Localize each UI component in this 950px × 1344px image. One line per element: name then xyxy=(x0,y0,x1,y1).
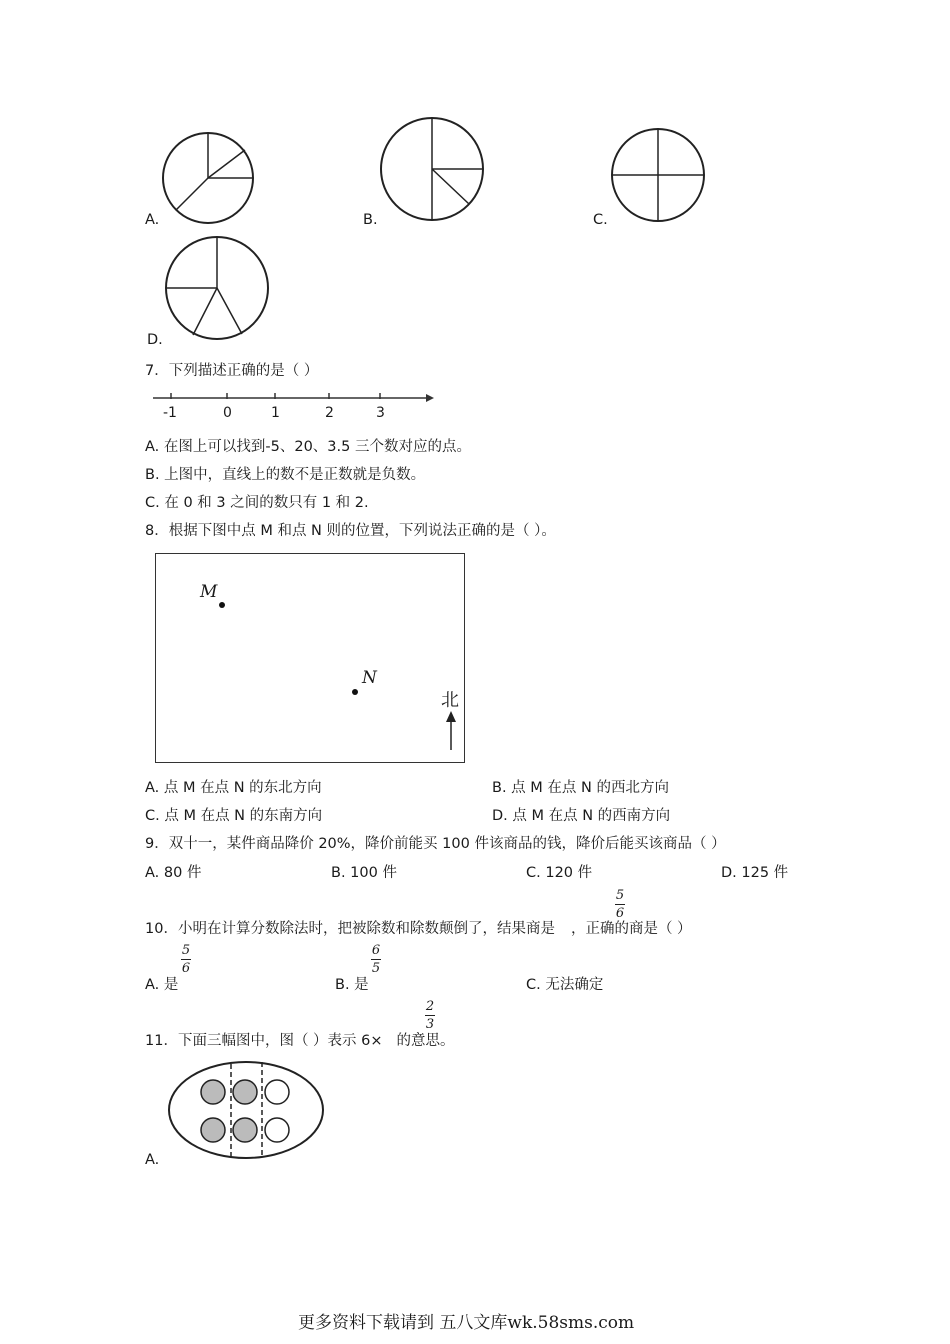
q10-question-post: ，正确的商是（ ） xyxy=(570,921,692,937)
q10-question-pre: 10．小明在计算分数除法时，把被除数和除数颠倒了，结果商是 xyxy=(145,921,555,937)
q10-result-fraction xyxy=(614,889,626,920)
fraction-numerator: 6 xyxy=(371,943,381,958)
point-n-dot xyxy=(352,689,358,695)
north-label: 北 xyxy=(441,690,459,711)
q11-question-post: 的意思。 xyxy=(396,1033,455,1049)
point-m-dot xyxy=(219,602,225,608)
q10-option-b: B. 是 xyxy=(335,977,369,993)
q10-option-a: A. 是 xyxy=(145,977,179,993)
q7-option-c: C. 在 0 和 3 之间的数只有 1 和 2. xyxy=(145,495,369,511)
q6-option-b-label: B. xyxy=(363,212,378,228)
fraction-numerator: 5 xyxy=(615,888,625,903)
fraction-numerator: 2 xyxy=(425,999,435,1014)
q6-option-d-label: D. xyxy=(147,332,163,348)
q11-question-pre: 11．下面三幅图中，图（ ）表示 6× xyxy=(145,1033,383,1049)
q9-option-b: B. 100 件 xyxy=(331,865,397,881)
q7-option-b: B. 上图中，直线上的数不是正数就是负数。 xyxy=(145,467,426,483)
q7-question: 7．下列描述正确的是（ ） xyxy=(145,363,319,379)
q8-question: 8．根据下图中点 M 和点 N 则的位置，下列说法正确的是（ ）。 xyxy=(145,523,556,539)
fraction-denominator: 3 xyxy=(425,1017,435,1032)
q11-option-a-label: A. xyxy=(145,1152,160,1168)
q11-fraction xyxy=(424,1000,436,1031)
q10-question xyxy=(145,917,692,938)
q6-option-a-label: A. xyxy=(145,212,160,228)
fraction-denominator: 5 xyxy=(371,961,381,976)
circle-option-a-figure xyxy=(160,130,260,230)
fraction-denominator: 6 xyxy=(181,961,191,976)
circle-option-d-figure xyxy=(165,236,275,346)
point-n-label: N xyxy=(362,668,377,688)
north-arrow-icon xyxy=(445,710,457,752)
q8-option-d: D. 点 M 在点 N 的西南方向 xyxy=(492,808,671,824)
q10-option-c: C. 无法确定 xyxy=(526,977,604,993)
page-footer: 更多资料下载请到 五八文库wk.58sms.com xyxy=(298,1313,635,1333)
tick-label: 3 xyxy=(376,405,385,421)
tick-label: 1 xyxy=(271,405,280,421)
tick-label: 2 xyxy=(325,405,334,421)
q9-option-c: C. 120 件 xyxy=(526,865,593,881)
number-line xyxy=(148,390,438,420)
point-m-label: M xyxy=(200,582,218,602)
q10-option-a-fraction xyxy=(180,944,192,975)
circle-option-b-figure xyxy=(380,117,490,227)
q10-option-b-fraction xyxy=(370,944,382,975)
tick-label: -1 xyxy=(163,405,177,421)
tick-label: 0 xyxy=(223,405,232,421)
fraction-numerator: 5 xyxy=(181,943,191,958)
fraction-denominator: 6 xyxy=(615,906,625,921)
q11-question xyxy=(145,1029,455,1050)
q9-option-d: D. 125 件 xyxy=(721,865,789,881)
map-box xyxy=(155,553,465,763)
q11-option-a-figure xyxy=(168,1061,328,1161)
q8-option-c: C. 点 M 在点 N 的东南方向 xyxy=(145,808,323,824)
q8-option-b: B. 点 M 在点 N 的西北方向 xyxy=(492,780,669,796)
q9-option-a: A. 80 件 xyxy=(145,865,202,881)
q6-option-c-label: C. xyxy=(593,212,608,228)
q9-question: 9．双十一，某件商品降价 20%，降价前能买 100 件该商品的钱，降价后能买该商品（ ） xyxy=(145,836,726,852)
q7-option-a: A. 在图上可以找到-5、20、3.5 三个数对应的点。 xyxy=(145,439,471,455)
q8-option-a: A. 点 M 在点 N 的东北方向 xyxy=(145,780,322,796)
circle-option-c-figure xyxy=(610,127,710,227)
